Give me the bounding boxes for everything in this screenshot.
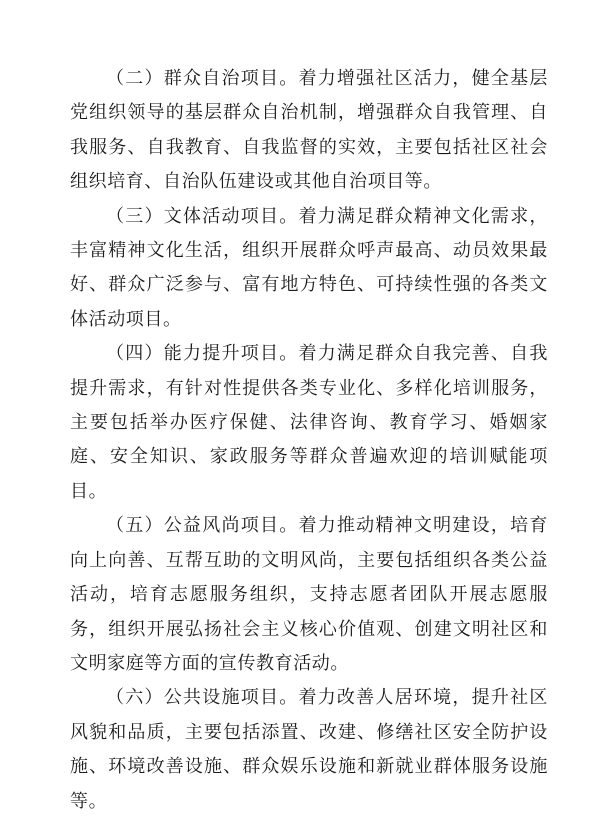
paragraph-public-welfare: （五）公益风尚项目。着力推动精神文明建设，培育向上向善、互帮互助的文明风尚，主要包括组织各类公益活动，培育志愿服务组织，支持志愿者团队开展志愿服务，组织开展弘扬社会主义核心价值观、创建文明社区和文明家庭等方面的宣传教育活动。 bbox=[70, 515, 548, 674]
paragraph-mass-autonomy: （二）群众自治项目。着力增强社区活力，健全基层党组织领导的基层群众自治机制，增强群众自我管理、自我服务、自我教育、自我监督的实效，主要包括社区社会组织培育、自治队伍建设或其他自治项目等。 bbox=[70, 68, 548, 193]
paragraph-public-facilities: （六）公共设施项目。着力改善人居环境，提升社区风貌和品质，主要包括添置、改建、修缮社区安全防护设施、环境改善设施、群众娱乐设施和新就业群体服务设施等。 bbox=[70, 687, 548, 812]
paragraph-capacity-building: （四）能力提升项目。着力满足群众自我完善、自我提升需求，有针对性提供各类专业化、多样化培训服务，主要包括举办医疗保健、法律咨询、教育学习、婚姻家庭、安全知识、家政服务等群众普遍欢迎的培训赋能项目。 bbox=[70, 343, 548, 502]
paragraph-cultural-sports: （三）文体活动项目。着力满足群众精神文化需求，丰富精神文化生活，组织开展群众呼声最高、动员效果最好、群众广泛参与、富有地方特色、可持续性强的各类文体活动项目。 bbox=[70, 205, 548, 330]
document-body bbox=[70, 62, 548, 819]
